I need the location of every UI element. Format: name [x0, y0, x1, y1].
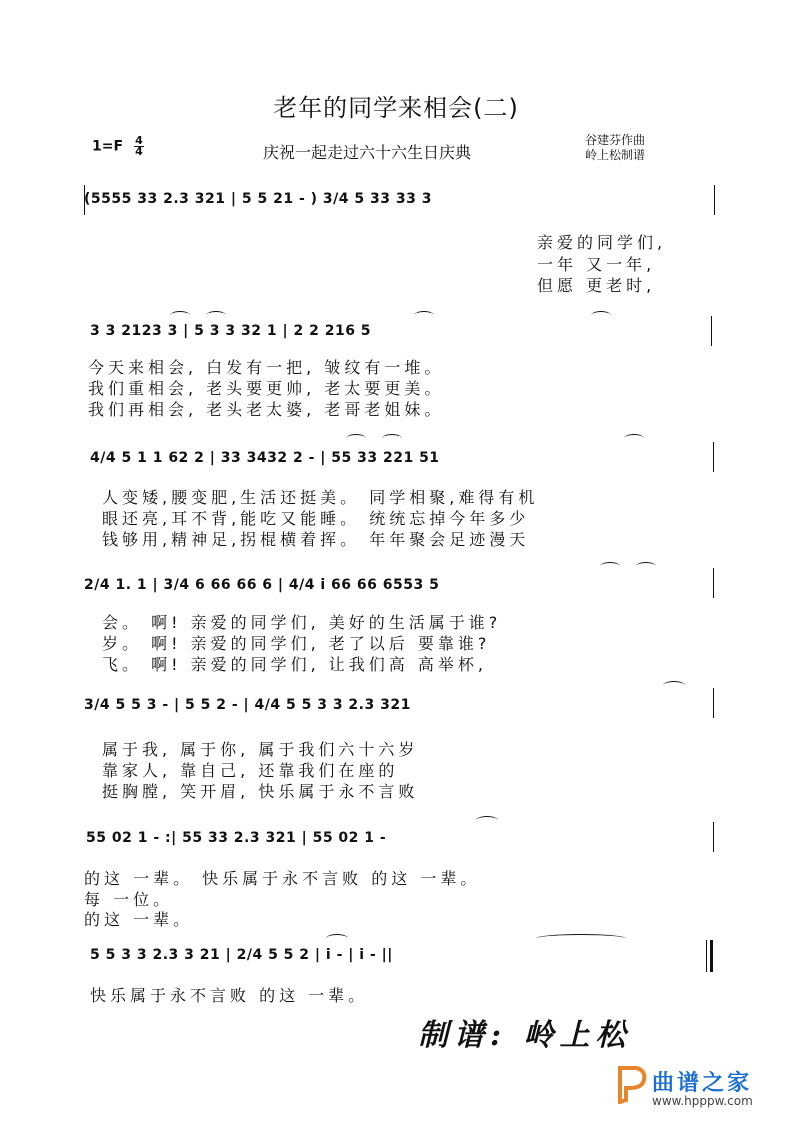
lyric-line: 飞。 啊! 亲爱的同学们, 让我们高 高举杯,: [102, 655, 487, 674]
slur: [476, 816, 498, 825]
composer-credit: 谷建芬作曲: [585, 133, 646, 147]
key-signature: [92, 136, 144, 157]
lyric-line: 岁。 啊! 亲爱的同学们, 老了以后 要靠谁?: [102, 634, 491, 653]
time-signature: [134, 136, 144, 157]
lyric-line: 亲爱的同学们,: [537, 233, 667, 252]
notation-line-2: 3 3 2123 3 | 5 3 3 32 1 | 2 2 216 5: [90, 323, 372, 339]
lyric-line: 今天来相会, 白发有一把, 皱纹有一堆。: [88, 358, 445, 377]
notation-line-5: 3/4 5 5 3 - | 5 5 2 - | 4/4 5 5 3 3 2.3 321: [84, 697, 411, 713]
notation-line-1: (5555 33 2.3 321 | 5 5 21 - ) 3/4 5 33 33 3: [84, 191, 432, 207]
lyric-line: 的这 一辈。: [84, 910, 194, 929]
logo-name: 曲谱之家: [652, 1071, 753, 1096]
slur: [591, 311, 611, 320]
slur: [663, 681, 685, 690]
barline: [84, 185, 85, 215]
notation-line-3: 4/4 5 1 1 62 2 | 33 3432 2 - | 55 33 221 51: [90, 450, 440, 466]
barline: [713, 822, 714, 852]
slur: [170, 311, 190, 320]
lyric-line: 挺胸膛, 笑开眉, 快乐属于永不言败: [102, 782, 419, 801]
logo-url: www.hpppw.com: [652, 1094, 753, 1108]
lyric-line: 属于我, 属于你, 属于我们六十六岁: [102, 740, 419, 759]
slur: [624, 434, 644, 443]
barline: [713, 442, 714, 472]
lyric-line: 人变矮,腰变肥,生活还挺美。 同学相聚,难得有机: [102, 488, 539, 507]
lyric-line: 每 一位。: [84, 890, 174, 909]
barline: [714, 185, 715, 215]
lyric-line: 我们重相会, 老头要更帅, 老太要更美。: [88, 379, 445, 398]
slur: [636, 562, 656, 571]
time-bottom: 4: [135, 145, 143, 158]
final-barline: [706, 940, 707, 972]
signature: 制谱: 岭上松: [418, 1018, 632, 1053]
barline: [713, 568, 714, 598]
arranger-credit: 岭上松制谱: [585, 148, 646, 162]
subtitle: 庆祝一起走过六十六生日庆典: [263, 143, 472, 162]
notation-line-6: 55 02 1 - :| 55 33 2.3 321 | 55 02 1 -: [86, 830, 387, 846]
lyric-line: 但愿 更老时,: [537, 276, 656, 295]
barline: [711, 316, 712, 346]
lyric-line: 的这 一辈。 快乐属于永不言败 的这 一辈。: [84, 869, 481, 888]
slur: [414, 311, 434, 320]
tie: [536, 934, 626, 943]
logo-icon: [614, 1064, 648, 1104]
slur: [382, 434, 402, 443]
final-barline: [710, 940, 713, 972]
barline: [713, 688, 714, 718]
page-title: 老年的同学来相会(二): [273, 94, 519, 122]
lyric-line: 眼还亮,耳不背,能吃又能睡。 统统忘掉今年多少: [102, 509, 530, 528]
lyric-line: 一年 又一年,: [537, 255, 656, 274]
lyric-line: 钱够用,精神足,拐棍横着挥。 年年聚会足迹漫天: [102, 530, 530, 549]
slur: [346, 434, 366, 443]
slur: [326, 934, 348, 943]
notation-line-4: 2/4 1. 1 | 3/4 6 66 66 6 | 4/4 i 66 66 6553 5: [84, 577, 440, 593]
key-label: 1=F: [92, 138, 124, 155]
notation-line-7: 5 5 3 3 2.3 3 21 | 2/4 5 5 2 | i - | i - ||: [90, 947, 393, 963]
lyric-line: 靠家人, 靠自己, 还靠我们在座的: [102, 761, 399, 780]
lyric-line: 会。 啊! 亲爱的同学们, 美好的生活属于谁?: [102, 613, 502, 632]
lyric-line: 我们再相会, 老头老太婆, 老哥老姐妹。: [88, 400, 445, 419]
slur: [600, 562, 620, 571]
slur: [206, 311, 226, 320]
time-top: 4: [135, 134, 143, 147]
lyric-line: 快乐属于永不言败 的这 一辈。: [90, 986, 369, 1005]
